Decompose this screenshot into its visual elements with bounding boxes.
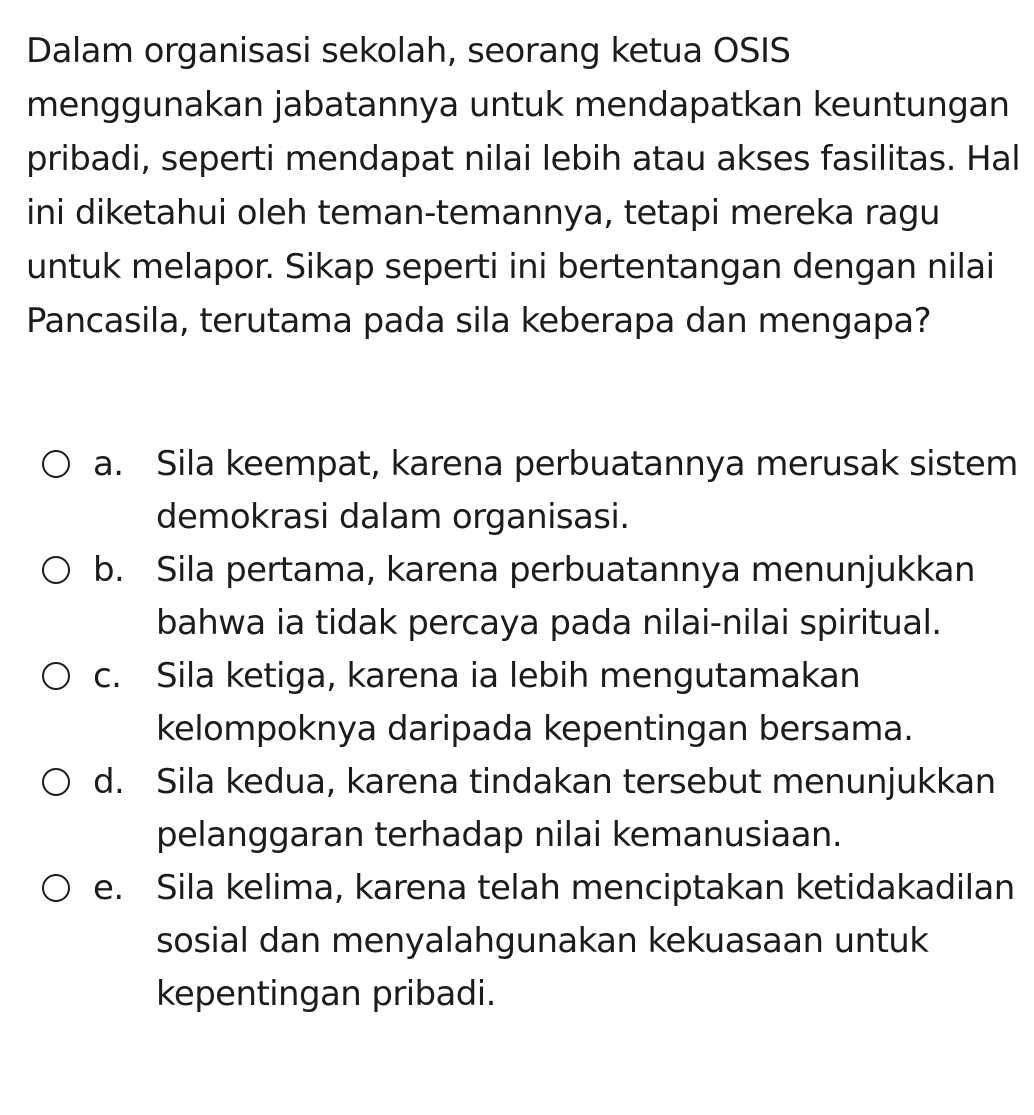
option-letter-c: c.: [93, 656, 122, 696]
option-d[interactable]: [0, 756, 1034, 862]
radio-button-d[interactable]: [42, 768, 70, 796]
question-text: Dalam organisasi sekolah, seorang ketua OSIS menggunakan jabatannya untuk mendapatkan keuntungan pribadi, seperti mendapat nilai lebih atau akses fasilitas. Hal ini diketahui oleh teman-temannya, tetapi mereka ragu untuk melapor. Sikap seperti ini bertentangan dengan nilai Pancasila, terutama pada sila keberapa dan mengapa?: [26, 31, 1021, 341]
option-letter-b: b.: [93, 550, 125, 590]
option-a[interactable]: [0, 438, 1034, 544]
option-text-c: Sila ketiga, karena ia lebih mengutamakan kelompoknya daripada kepentingan bersama.: [156, 656, 914, 749]
option-text-a: Sila keempat, karena perbuatannya merusak sistem demokrasi dalam organisasi.: [156, 444, 1018, 537]
radio-button-b[interactable]: [42, 556, 70, 584]
option-text-d: Sila kedua, karena tindakan tersebut menunjukkan pelanggaran terhadap nilai kemanusiaan.: [156, 762, 996, 855]
option-e[interactable]: [0, 862, 1034, 1021]
option-text-b: Sila pertama, karena perbuatannya menunjukkan bahwa ia tidak percaya pada nilai-nilai spiritual.: [156, 550, 975, 643]
radio-button-e[interactable]: [42, 874, 70, 902]
answer-options: [0, 438, 1034, 1021]
radio-button-a[interactable]: [42, 450, 70, 478]
option-c[interactable]: [0, 650, 1034, 756]
radio-button-c[interactable]: [42, 662, 70, 690]
option-text-e: Sila kelima, karena telah menciptakan ketidakadilan sosial dan menyalahgunakan kekuasaan untuk kepentingan pribadi.: [156, 868, 1015, 1014]
option-b[interactable]: [0, 544, 1034, 650]
option-letter-d: d.: [93, 762, 125, 802]
option-letter-e: e.: [93, 868, 124, 908]
option-letter-a: a.: [93, 444, 124, 484]
